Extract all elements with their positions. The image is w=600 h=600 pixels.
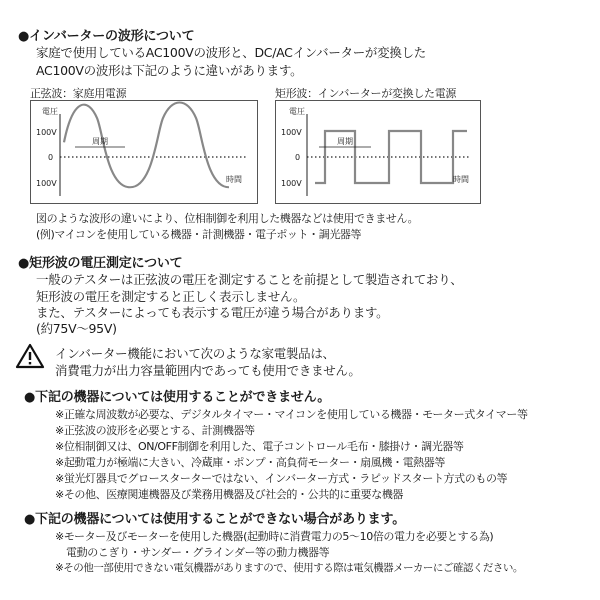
waveform-text-line2: AC100Vの波形は下記のように違いがあります。 — [36, 63, 303, 78]
unusable-item-6: ※その他、医療関連機器及び業務用機器及び社会的・公共的に重要な機器 — [55, 488, 404, 501]
plus-label-square: 100V — [281, 128, 302, 137]
section-heading-waveform: ●インバーターの波形について — [18, 29, 195, 44]
minus-label-sine: 100V — [36, 179, 57, 188]
section-heading-voltage: ●矩形波の電圧測定について — [18, 256, 183, 271]
sine-caption: 正弦波：家庭用電源 — [30, 87, 127, 100]
waveform-note1: 図のような波形の違いにより、位相制御を利用した機器などは使用できません。 — [36, 212, 419, 225]
plus-label-sine: 100V — [36, 128, 57, 137]
section-heading-unusable: ●下記の機器については使用することができません。 — [24, 390, 331, 405]
maybe-item-1b: 電動のこぎり・サンダー・グラインダー等の動力機器等 — [66, 546, 330, 559]
voltage-text-line2: 矩形波の電圧を測定すると正しく表示しません。 — [36, 289, 306, 304]
voltage-text-line3: また、テスターによっても表示する電圧が違う場合があります。 — [36, 305, 389, 320]
warning-icon — [15, 343, 45, 369]
sine-wave-diagram — [30, 100, 258, 204]
ylabel-square: 電圧 — [289, 107, 305, 116]
zero-label-square: 0 — [295, 153, 301, 162]
unusable-item-4: ※起動電力が極端に大きい、冷蔵庫・ポンプ・高負荷モーター・扇風機・電熱器等 — [55, 456, 445, 469]
unusable-item-3: ※位相制御又は、ON/OFF制御を利用した、電子コントロール毛布・膝掛け・調光器等 — [55, 440, 464, 453]
period-label-square: 周期 — [337, 137, 353, 146]
unusable-item-1: ※正確な周波数が必要な、デジタルタイマー・マイコンを使用している機器・モーター式タイマー等 — [55, 408, 528, 421]
waveform-text-line1: 家庭で使用しているAC100Vの波形と、DC/ACインバーターが変換した — [36, 45, 426, 60]
zero-label-sine: 0 — [48, 153, 54, 162]
unusable-item-5: ※蛍光灯器具でグロースターターではない、インバーター方式・ラピッドスタート方式のもの等 — [55, 472, 508, 485]
waveform-note2: (例)マイコンを使用している機器・計測機器・電子ポット・調光器等 — [36, 228, 362, 241]
xlabel-sine: 時間 — [226, 175, 242, 184]
voltage-text-line1: 一般のテスターは正弦波の電圧を測定することを前提として製造されており、 — [36, 272, 463, 287]
maybe-item-1a: ※モーター及びモーターを使用した機器(起動時に消費電力の5〜10倍の電力を必要とする為) — [55, 530, 494, 543]
voltage-text-line4: (約75V〜95V) — [36, 321, 117, 336]
square-caption: 矩形波：インバーターが変換した電源 — [275, 87, 457, 100]
warning-line2: 消費電力が出力容量範囲内であっても使用できません。 — [55, 363, 361, 378]
section-heading-maybe-unusable: ●下記の機器については使用することができない場合があります。 — [24, 512, 406, 527]
square-wave-diagram — [275, 100, 481, 204]
ylabel-sine: 電圧 — [42, 107, 58, 116]
period-label-sine: 周期 — [92, 137, 108, 146]
warning-line1: インバーター機能において次のような家電製品は、 — [55, 346, 335, 361]
xlabel-square: 時間 — [453, 175, 469, 184]
maybe-item-2: ※その他一部使用できない電気機器がありますので、使用する際は電気機器メーカーにご確認ください。 — [55, 562, 523, 574]
minus-label-square: 100V — [281, 179, 302, 188]
unusable-item-2: ※正弦波の波形を必要とする、計測機器等 — [55, 424, 255, 437]
